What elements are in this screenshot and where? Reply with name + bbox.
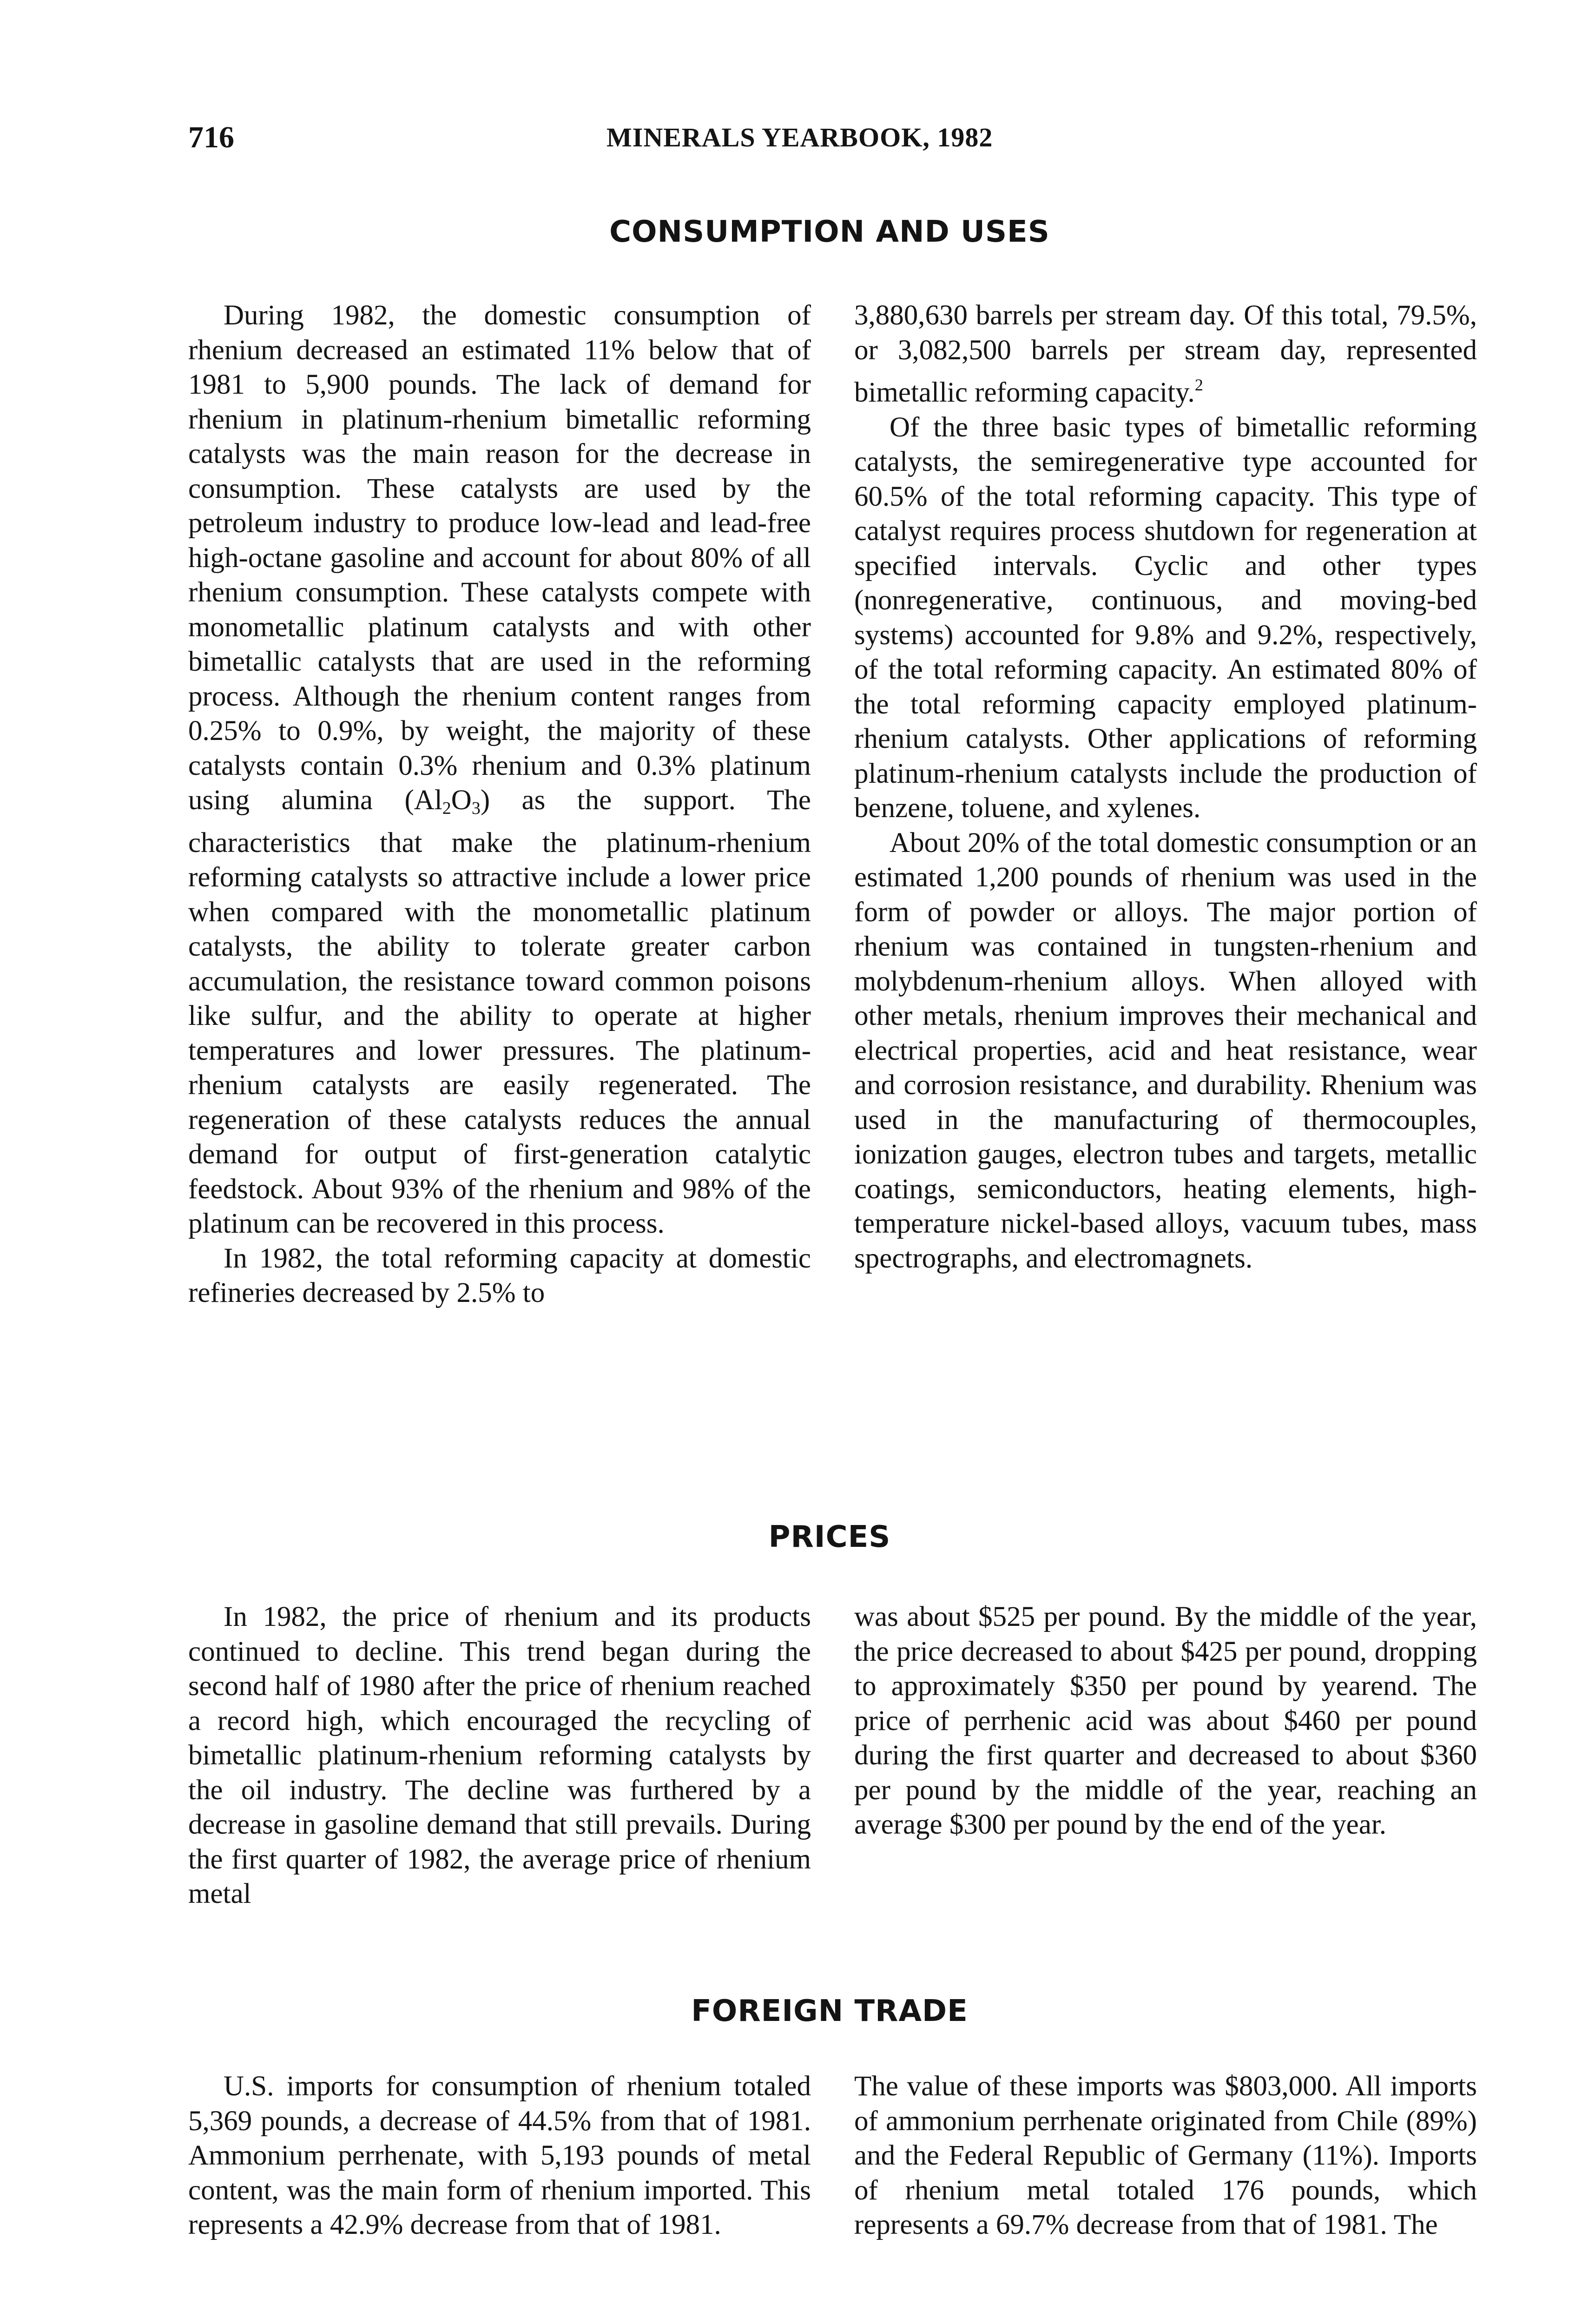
consumption-p1-end: ) as the support. The characteristics that make the platinum-rhenium reforming catalysts so attractive include a lower price when compared with the monometallic platinum catalysts, the ability to tolerate greater carbon accumulation, the resistance toward common poisons like sulfur, and the ability to operate at higher temperatures and lower pressures. The platinum-rhenium catalysts are easily regenerated. The regeneration of these catalysts reduces the annual demand for output of first-generation catalytic feedstock. About 93% of the rhenium and 98% of the platinum can be recovered in this process.	[188, 785, 811, 1239]
prices-left-column	[188, 1600, 811, 1912]
consumption-right-column	[854, 298, 1477, 1276]
prices-heading: PRICES	[768, 1520, 891, 1554]
running-head-title: MINERALS YEARBOOK, 1982	[606, 122, 993, 152]
consumption-paragraph-3: Of the three basic types of bimetallic reforming catalysts, the semiregenerative type accounted for 60.5% of the total reforming capacity. This type of catalyst requires process shutdown for regeneration at specified intervals. Cyclic and other types (nonregenerative, continuous, and moving-bed systems) accounted for 9.8% and 9.2%, respectively, of the total reforming capacity. An estimated 80% of the total reforming capacity employed platinum-rhenium catalysts. Other applications of reforming platinum-rhenium catalysts include the production of benzene, toluene, and xylenes.	[854, 411, 1477, 824]
prices-paragraph-1: In 1982, the price of rhenium and its products continued to decline. This trend began during the second half of 1980 after the price of rhenium reached a record high, which encouraged the recycling of bimetallic platinum-rhenium reforming catalysts by the oil industry. The decline was furthered by a decrease in gasoline demand that still prevails. During the first quarter of 1982, the average price of rhenium metal	[188, 1601, 811, 1909]
prices-paragraph-1-continued: was about $525 per pound. By the middle of the year, the price decreased to about $425 per pound, dropping to approximately $350 per pound by yearend. The price of perrhenic acid was about $460 per pound during the first quarter and decreased to about $360 per pound by the middle of the year, reaching an average $300 per pound by the end of the year.	[854, 1601, 1477, 1840]
subscript-2: 2	[442, 799, 451, 818]
consumption-paragraph-2-continued	[854, 298, 1477, 410]
foreign-trade-paragraph-1: U.S. imports for consumption of rhenium totaled 5,369 pounds, a decrease of 44.5% from that of 1981. Ammonium perrhenate, with 5,193 pounds of metal content, was the main form of rhenium imported. This represents a 42.9% decrease from that of 1981.	[188, 2071, 811, 2240]
consumption-heading: CONSUMPTION AND USES	[609, 215, 1050, 249]
page-number: 716	[188, 120, 234, 154]
running-head	[188, 120, 1061, 157]
consumption-p2-cont-text: 3,880,630 barrels per stream day. Of this total, 79.5%, or 3,082,500 barrels per stream day, represented bimetallic reforming capacity.	[854, 300, 1477, 408]
consumption-paragraph-2: In 1982, the total reforming capacity at domestic refineries decreased by 2.5% to	[188, 1242, 811, 1308]
subscript-3: 3	[471, 799, 481, 818]
consumption-p1-mid: O	[451, 785, 472, 816]
consumption-left-column	[188, 298, 811, 1311]
consumption-p1-text: During 1982, the domestic consumption of rhenium decreased an estimated 11% below that of 1981 to 5,900 pounds. The lack of demand for rhenium in platinum-rhenium bimetallic reforming catalysts was the main reason for the decrease in consumption. These catalysts are used by the petroleum industry to produce low-lead and lead-free high-octane gasoline and account for about 80% of all rhenium consumption. These catalysts compete with monometallic platinum catalysts and with other bimetallic catalysts that are used in the reforming process. Although the rhenium content ranges from 0.25% to 0.9%, by weight, the majority of these catalysts contain 0.3% rhenium and 0.3% platinum using alumina (Al	[188, 300, 811, 816]
foreign-trade-left-column	[188, 2069, 811, 2243]
prices-right-column	[854, 1600, 1477, 1842]
foreign-trade-paragraph-1-continued: The value of these imports was $803,000. All imports of ammonium perrhenate originated from Chile (89%) and the Federal Republic of Germany (11%). Imports of rhenium metal totaled 176 pounds, which represents a 69.7% decrease from that of 1981. The	[854, 2071, 1477, 2240]
footnote-marker: 2	[1194, 376, 1203, 394]
consumption-paragraph-1	[188, 298, 811, 1241]
foreign-trade-heading: FOREIGN TRADE	[691, 1994, 968, 2028]
foreign-trade-right-column	[854, 2069, 1477, 2243]
consumption-paragraph-4: About 20% of the total domestic consumption or an estimated 1,200 pounds of rhenium was used in the form of powder or alloys. The major portion of rhenium was contained in tungsten-rhenium and molybdenum-rhenium alloys. When alloyed with other metals, rhenium improves their mechanical and electrical properties, acid and heat resistance, wear and corrosion resistance, and durability. Rhenium was used in the manufacturing of thermocouples, ionization gauges, electron tubes and targets, metallic coatings, semiconductors, heating elements, high-temperature nickel-based alloys, vacuum tubes, mass spectrographs, and electromagnets.	[854, 827, 1477, 1274]
